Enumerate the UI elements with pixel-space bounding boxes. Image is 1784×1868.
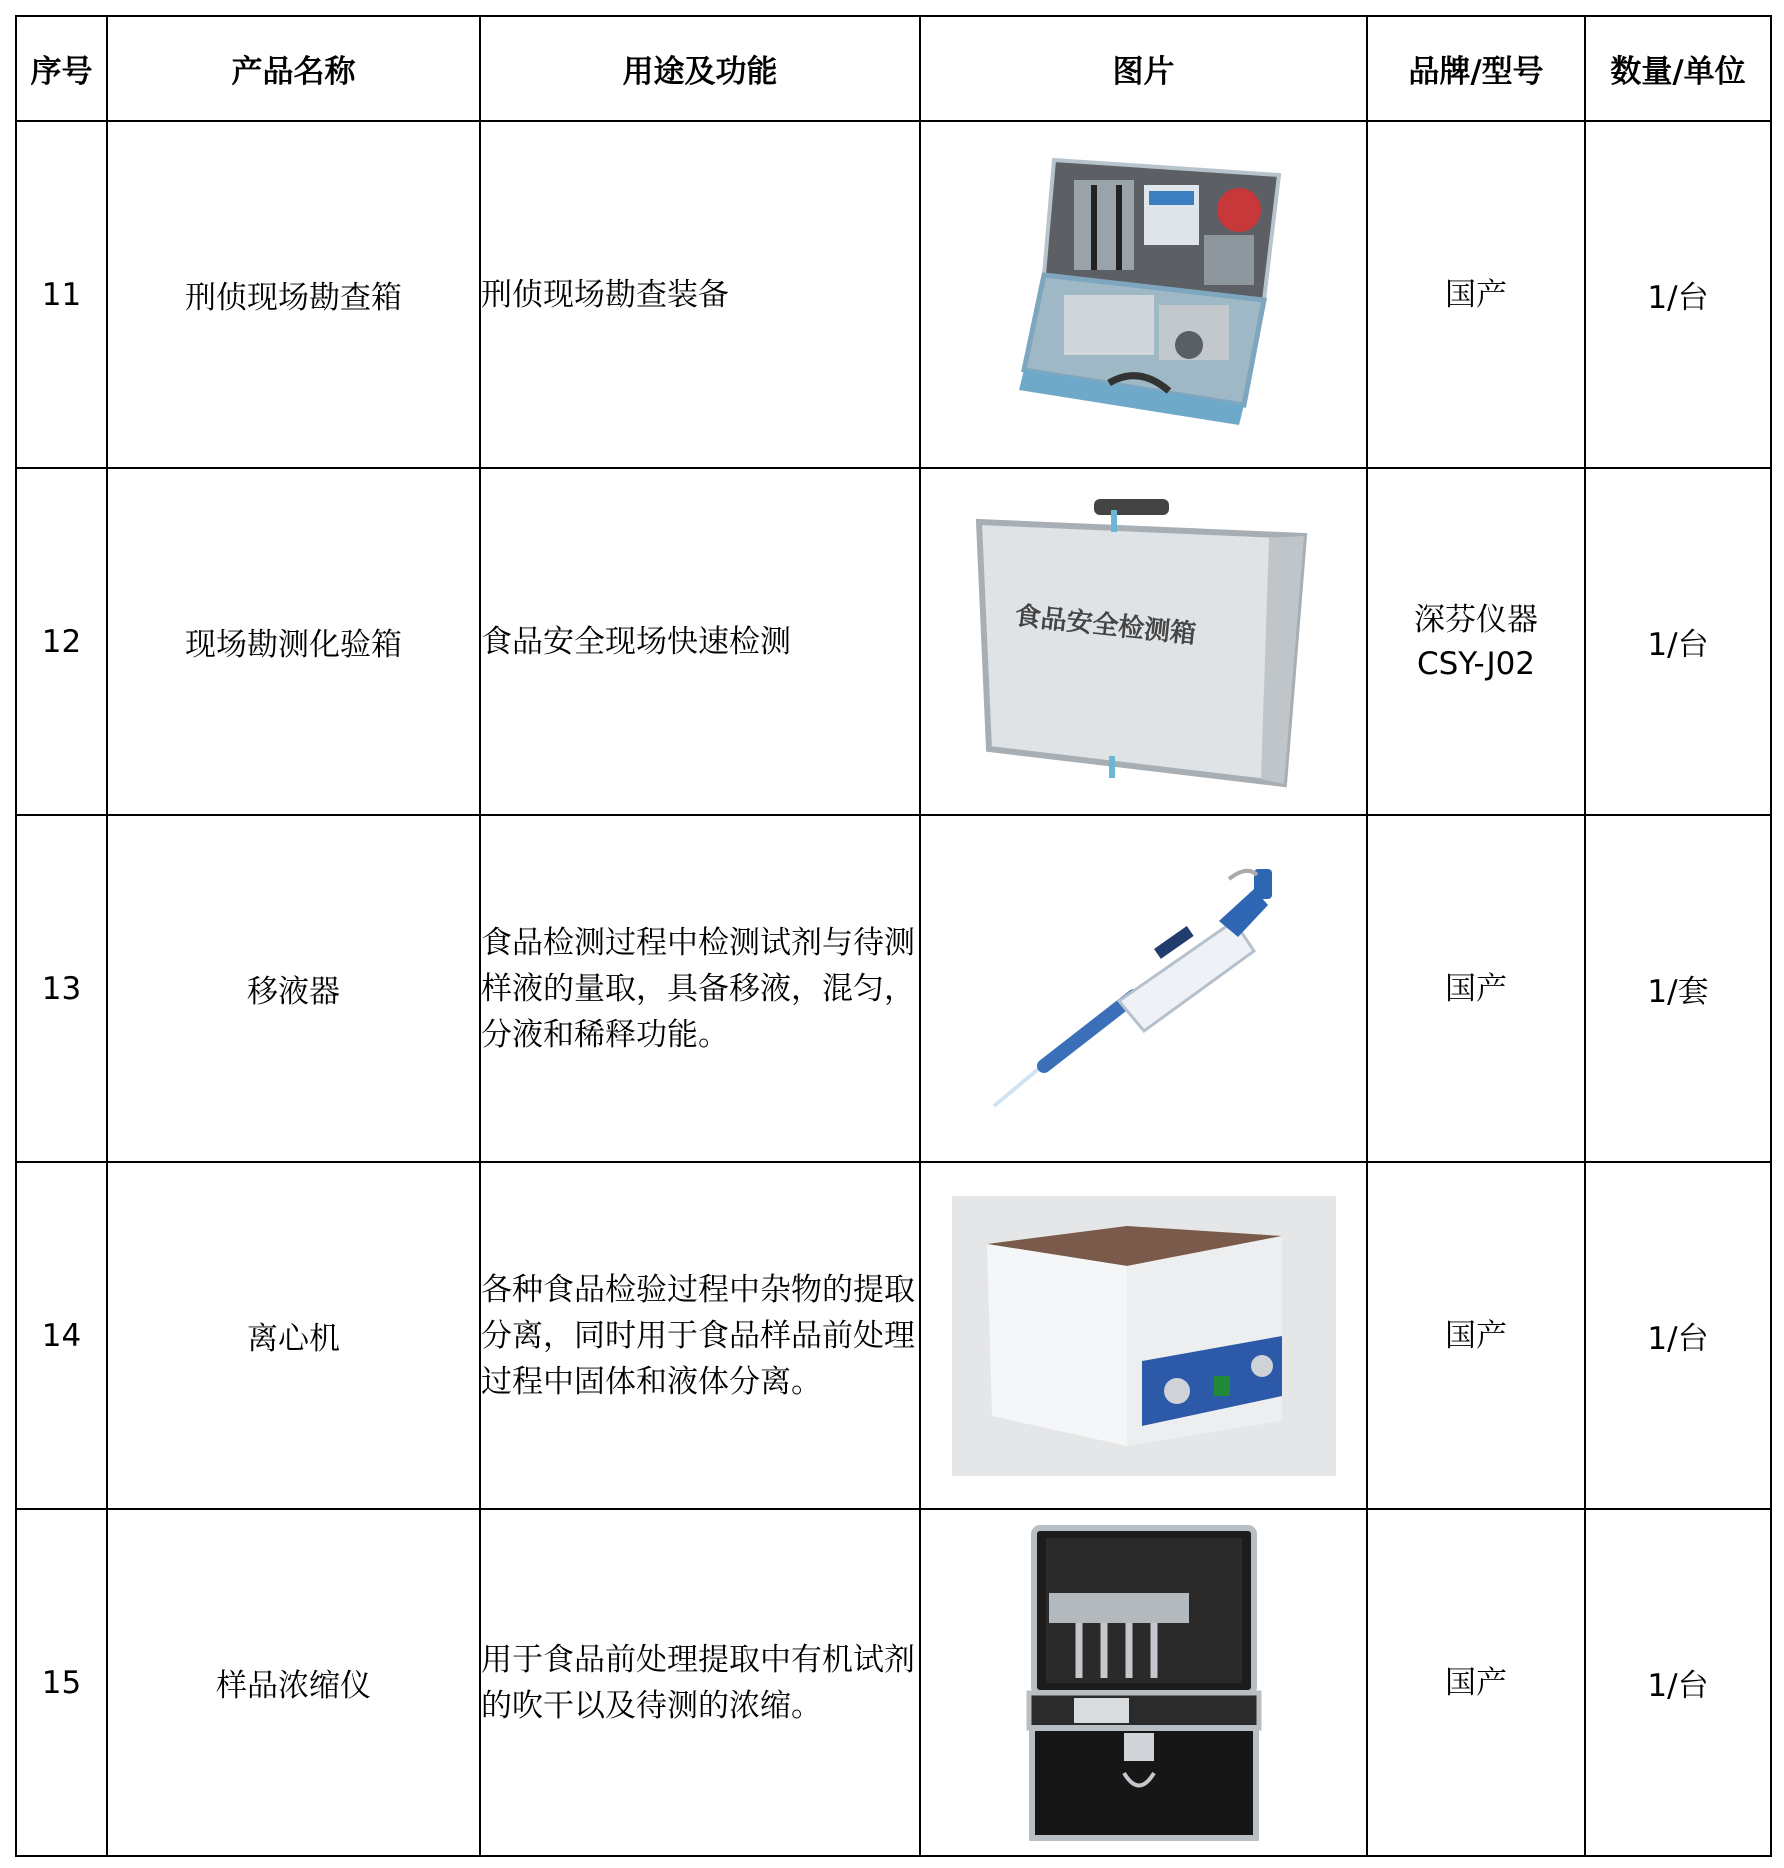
table-row bbox=[16, 815, 1771, 1162]
brand-text: 国产 bbox=[1445, 1664, 1507, 1701]
image-cell bbox=[920, 1509, 1367, 1856]
use-function-cell: 刑侦现场勘查装备 bbox=[480, 121, 920, 468]
product-name-cell: 刑侦现场勘查箱 bbox=[107, 121, 480, 468]
food-safety-test-case-image bbox=[969, 494, 1319, 789]
use-function-cell: 用于食品前处理提取中有机试剂的吹干以及待测的浓缩。 bbox=[480, 1509, 920, 1856]
header-quantity-unit: 数量/单位 bbox=[1585, 16, 1771, 121]
quantity-unit-cell: 1/台 bbox=[1585, 121, 1771, 468]
product-name-cell: 现场勘测化验箱 bbox=[107, 468, 480, 815]
image-cell bbox=[920, 468, 1367, 815]
model-text: CSY-J02 bbox=[1416, 645, 1536, 682]
serial-no-cell: 12 bbox=[16, 468, 107, 815]
brand-model-cell bbox=[1367, 1509, 1585, 1856]
table-row bbox=[16, 121, 1771, 468]
equipment-table bbox=[15, 15, 1772, 1857]
use-function-cell: 食品检测过程中检测试剂与待测样液的量取，具备移液，混匀，分液和稀释功能。 bbox=[480, 815, 920, 1162]
table-row bbox=[16, 1162, 1771, 1509]
product-name-cell: 离心机 bbox=[107, 1162, 480, 1509]
product-name-cell: 样品浓缩仪 bbox=[107, 1509, 480, 1856]
image-cell bbox=[920, 121, 1367, 468]
image-cell bbox=[920, 1162, 1367, 1509]
brand-model-cell bbox=[1367, 815, 1585, 1162]
serial-no-cell: 15 bbox=[16, 1509, 107, 1856]
brand-model-cell bbox=[1367, 1162, 1585, 1509]
brand-model-cell bbox=[1367, 468, 1585, 815]
table-header-row bbox=[16, 16, 1771, 121]
forensic-kit-case-image bbox=[994, 155, 1294, 435]
use-function-cell: 食品安全现场快速检测 bbox=[480, 468, 920, 815]
product-name-cell: 移液器 bbox=[107, 815, 480, 1162]
header-serial-no: 序号 bbox=[16, 16, 107, 121]
table-row bbox=[16, 1509, 1771, 1856]
use-function-cell: 各种食品检验过程中杂物的提取分离，同时用于食品样品前处理过程中固体和液体分离。 bbox=[480, 1162, 920, 1509]
image-cell bbox=[920, 815, 1367, 1162]
serial-no-cell: 11 bbox=[16, 121, 107, 468]
header-product-name: 产品名称 bbox=[107, 16, 480, 121]
header-image: 图片 bbox=[920, 16, 1367, 121]
quantity-unit-cell: 1/台 bbox=[1585, 1509, 1771, 1856]
centrifuge-image bbox=[952, 1196, 1336, 1476]
header-use-function: 用途及功能 bbox=[480, 16, 920, 121]
sample-concentrator-image bbox=[1024, 1523, 1264, 1843]
header-brand-model: 品牌/型号 bbox=[1367, 16, 1585, 121]
serial-no-cell: 13 bbox=[16, 815, 107, 1162]
case-label-text: 食品安全检测箱 bbox=[1012, 601, 1197, 650]
serial-no-cell: 14 bbox=[16, 1162, 107, 1509]
brand-text: 国产 bbox=[1445, 1317, 1507, 1354]
brand-text: 国产 bbox=[1445, 276, 1507, 313]
brand-model-cell bbox=[1367, 121, 1585, 468]
brand-text: 深芬仪器 bbox=[1414, 601, 1538, 638]
brand-text: 国产 bbox=[1445, 970, 1507, 1007]
quantity-unit-cell: 1/台 bbox=[1585, 468, 1771, 815]
table-row bbox=[16, 468, 1771, 815]
pipette-image bbox=[984, 861, 1304, 1116]
quantity-unit-cell: 1/套 bbox=[1585, 815, 1771, 1162]
quantity-unit-cell: 1/台 bbox=[1585, 1162, 1771, 1509]
